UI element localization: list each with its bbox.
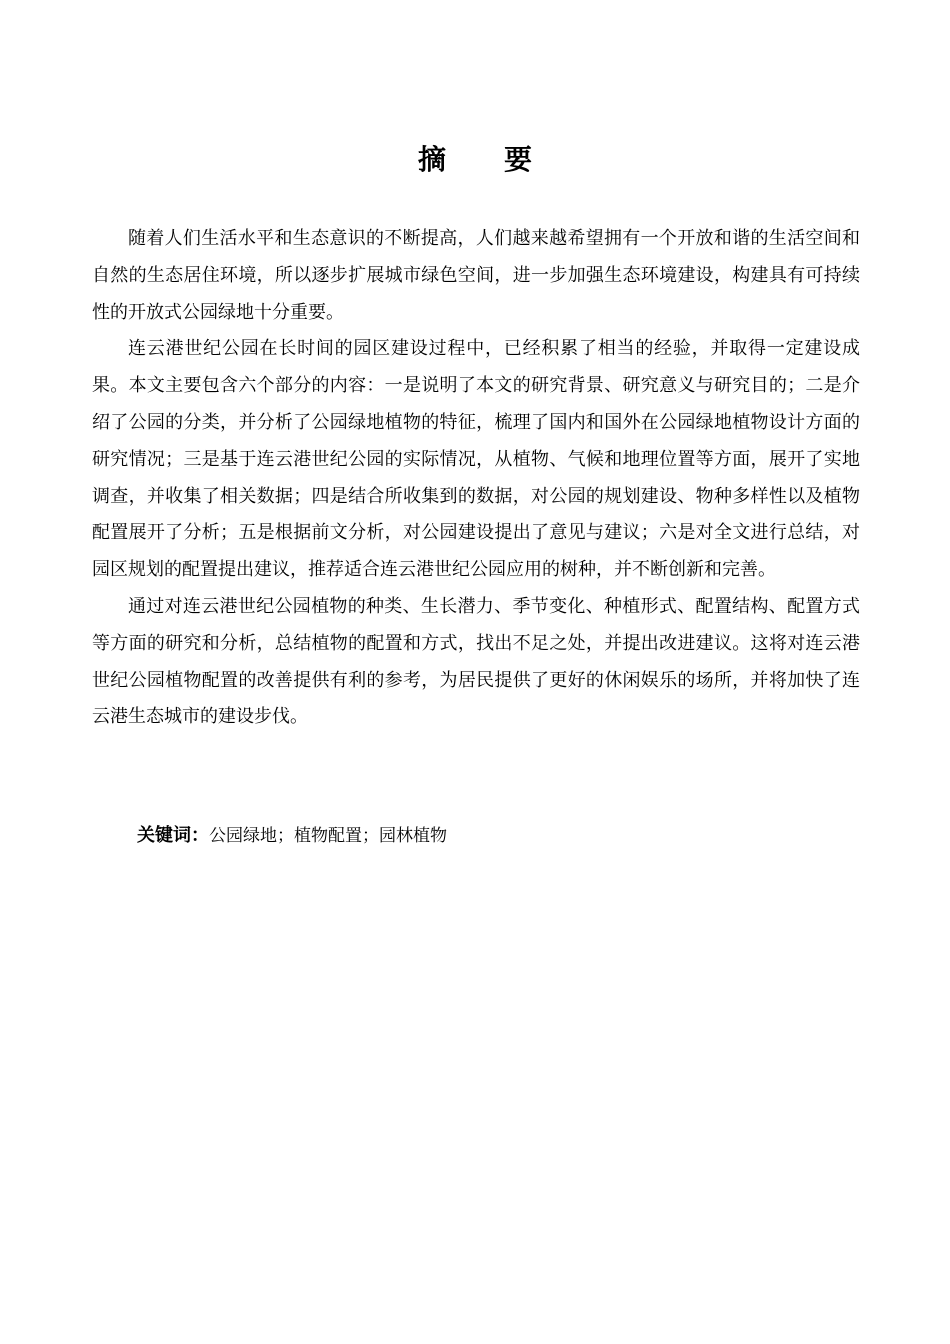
abstract-paragraph-1: 随着人们生活水平和生态意识的不断提高，人们越来越希望拥有一个开放和谐的生活空间和自然的生态居住环境，所以逐步扩展城市绿色空间，进一步加强生态环境建设，构建具有可持续性的开放式公园绿地十分重要。 <box>92 228 860 323</box>
keywords-value: 公园绿地；植物配置；园林植物 <box>209 826 447 846</box>
abstract-title: 摘要 <box>417 143 590 176</box>
abstract-paragraph-2: 连云港世纪公园在长时间的园区建设过程中，已经积累了相当的经验，并取得一定建设成果。本文主要包含六个部分的内容：一是说明了本文的研究背景、研究意义与研究目的；二是介绍了公园的分类，并分析了公园绿地植物的特征，梳理了国内和国外在公园绿地植物设计方面的研究情况；三是基于连云港世纪公园的实际情况，从植物、气候和地理位置等方面，展开了实地调查，并收集了相关数据；四是结合所收集到的数据，对公园的规划建设、物种多样性以及植物配置展开了分析；五是根据前文分析，对公园建设提出了意见与建议；六是对全文进行总结，对园区规划的配置提出建议，推荐适合连云港世纪公园应用的树种，并不断创新和完善。 <box>92 338 860 581</box>
abstract-paragraph-3: 通过对连云港世纪公园植物的种类、生长潜力、季节变化、种植形式、配置结构、配置方式等方面的研究和分析，总结植物的配置和方式，找出不足之处，并提出改进建议。这将对连云港世纪公园植物配置的改善提供有利的参考，为居民提供了更好的休闲娱乐的场所，并将加快了连云港生态城市的建设步伐。 <box>92 595 860 728</box>
keywords-line <box>137 820 857 852</box>
abstract-body <box>92 221 860 736</box>
keywords-label: 关键词： <box>137 825 209 846</box>
